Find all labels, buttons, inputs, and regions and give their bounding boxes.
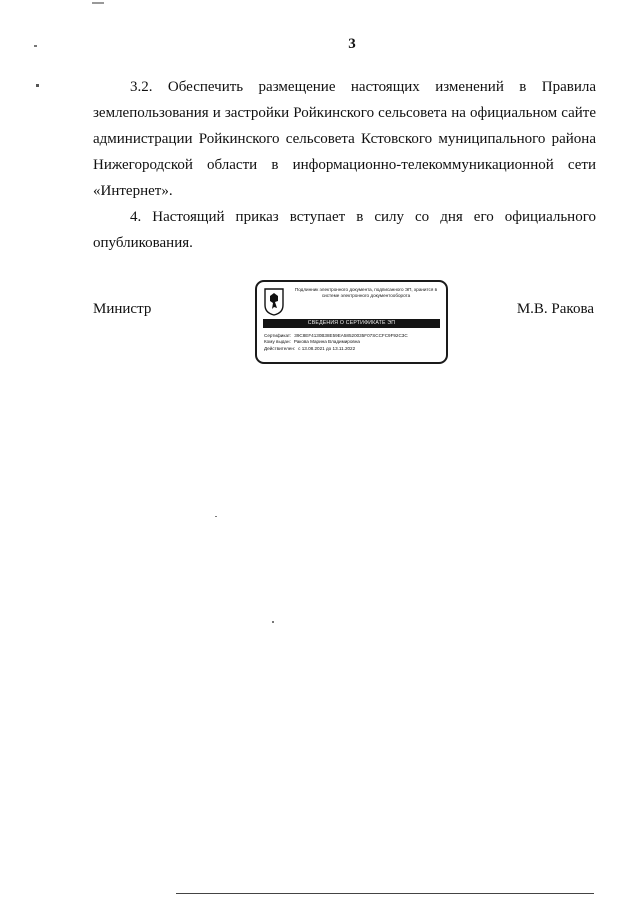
signatory-name: М.В. Ракова bbox=[516, 301, 594, 317]
signatory-role: Министр bbox=[93, 301, 152, 317]
issued-to-label: Кому выдан: bbox=[264, 339, 291, 345]
certificate-label: Сертификат: bbox=[264, 333, 292, 338]
scan-speck bbox=[215, 516, 217, 517]
scan-speck bbox=[272, 621, 274, 623]
valid-value: с 13.08.2021 до 13.11.2022 bbox=[298, 345, 356, 351]
body-text bbox=[93, 74, 596, 256]
valid-label: Действителен: bbox=[264, 345, 296, 351]
footer-rule bbox=[176, 893, 594, 894]
page-number: 3 bbox=[348, 36, 356, 52]
electronic-signature-stamp bbox=[255, 280, 448, 364]
certificate-value: 39C8EF4130B38E59EA58520035F07SCCFC9F92C3C bbox=[294, 333, 408, 338]
stamp-details bbox=[264, 333, 444, 352]
scan-speck bbox=[92, 2, 104, 4]
paragraph-4: 4. Настоящий приказ вступает в силу со дня его официального опубликования. bbox=[93, 209, 596, 251]
scan-speck bbox=[36, 84, 39, 87]
stamp-band: СВЕДЕНИЯ О СЕРТИФИКАТЕ ЭП bbox=[263, 319, 440, 328]
valid-line bbox=[264, 346, 444, 352]
stamp-header: Подлинник электронного документа, подписанного ЭП, хранится в системе электронного документооборота bbox=[294, 287, 438, 298]
coat-of-arms-icon bbox=[264, 288, 284, 316]
paragraph-3-2: 3.2. Обеспечить размещение настоящих изменений в Правила землепользования и застройки Ройкинского сельсовета на официальном сайте администрации Ройкинского сельсовета Кстовского муниципального района Нижегородской области в информационно-телекоммуникационной сети «Интернет». bbox=[93, 79, 596, 199]
issued-to-value: Ракова Марина Владимировна bbox=[293, 339, 360, 345]
